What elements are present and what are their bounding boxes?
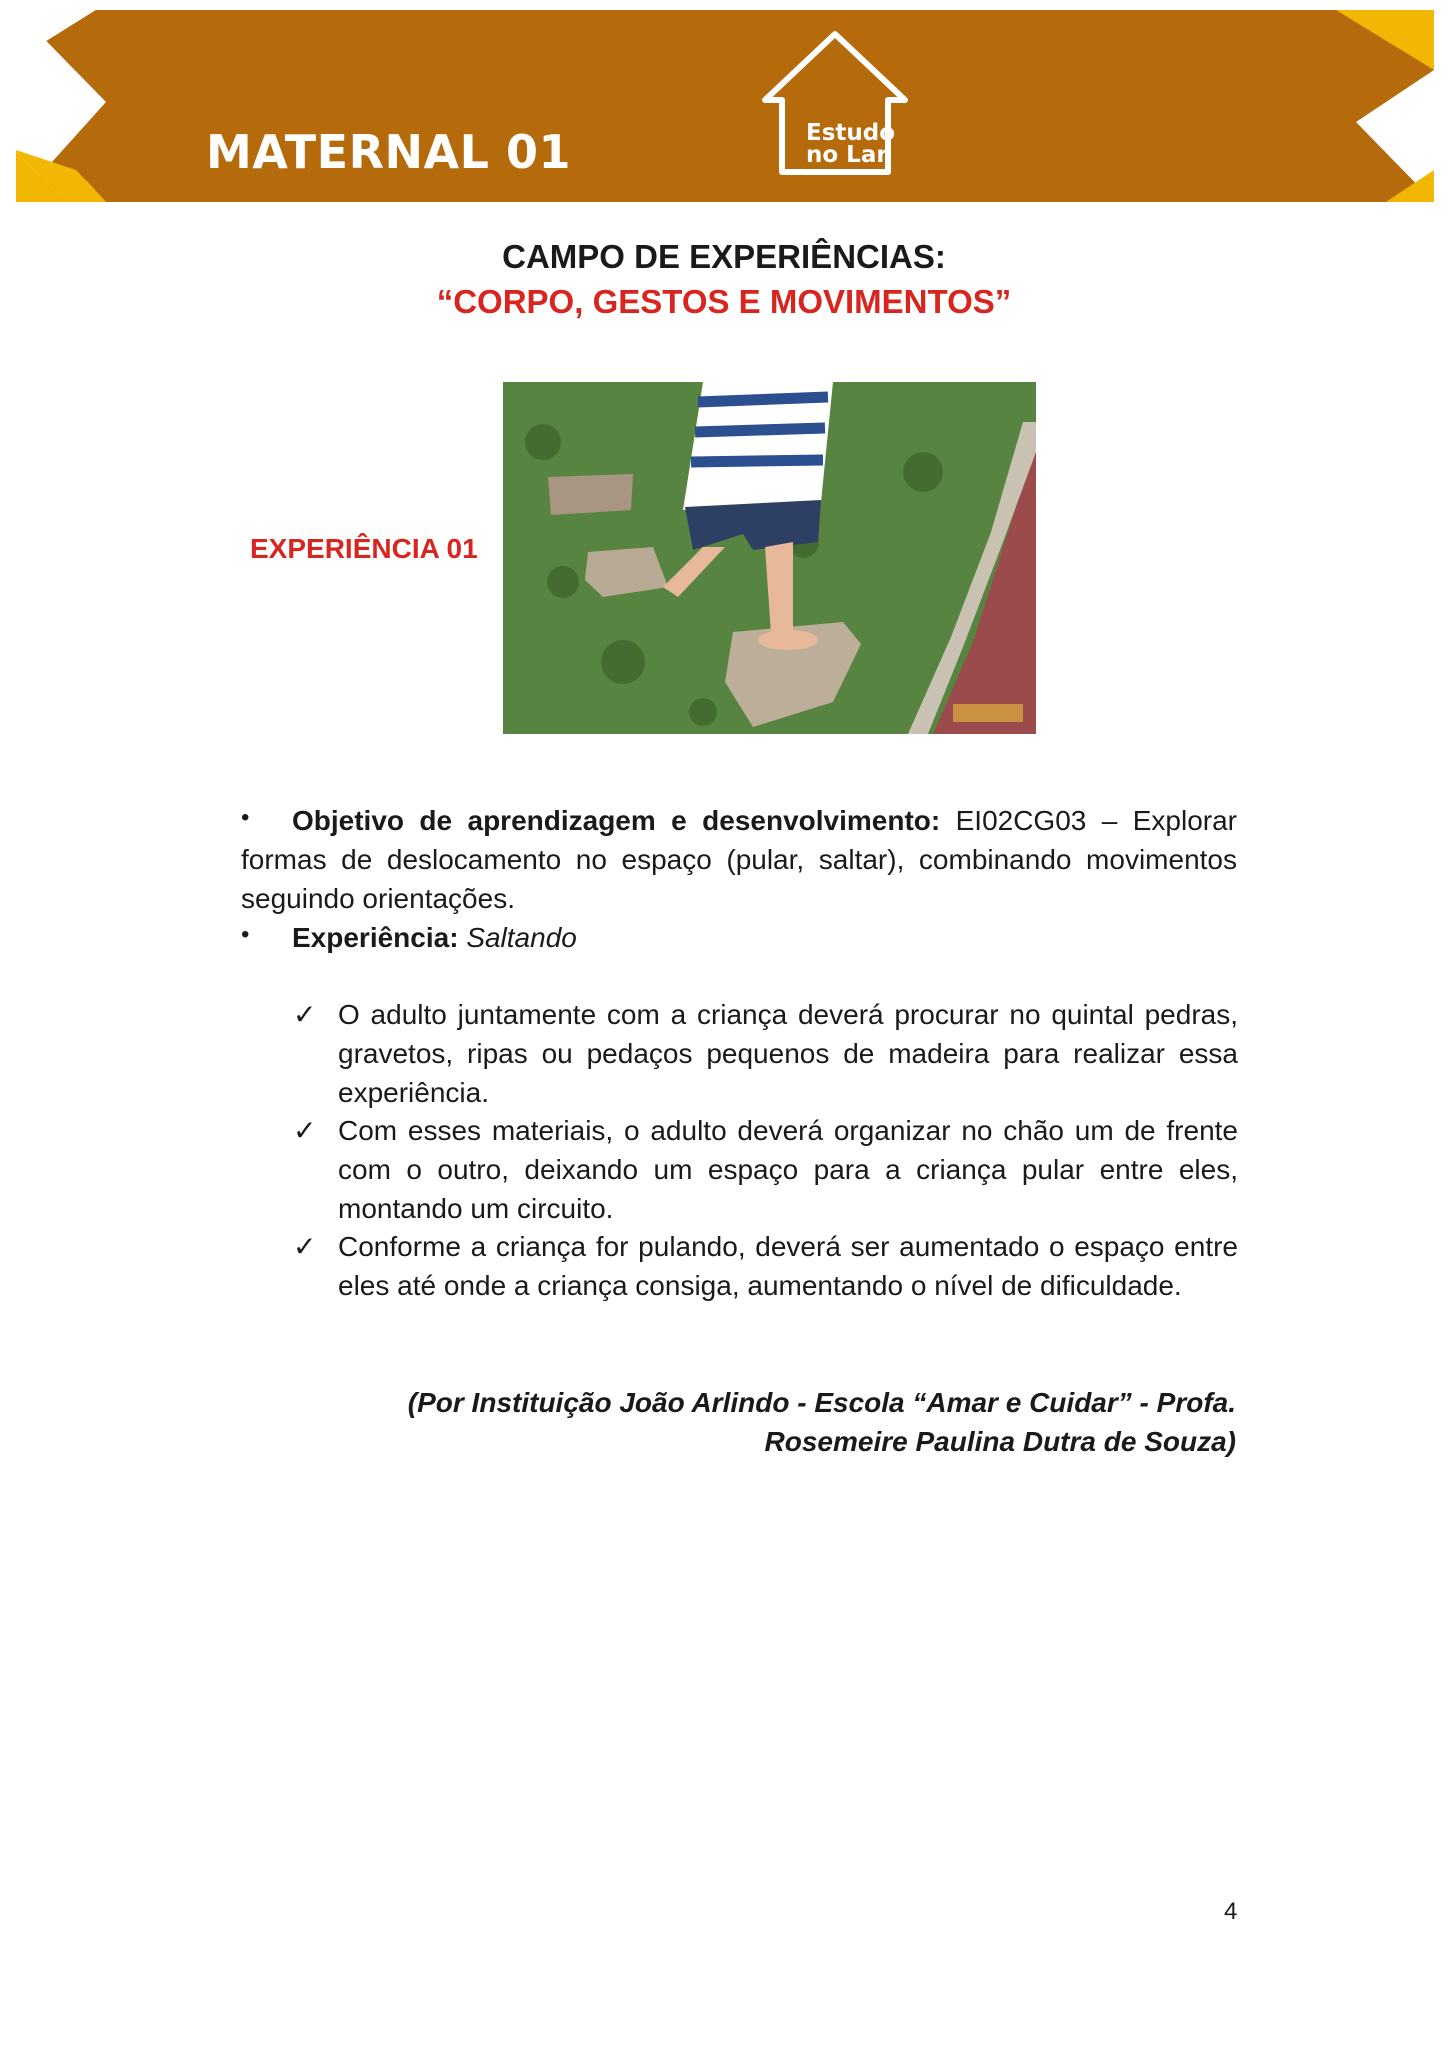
credit-line2: Rosemeire Paulina Dutra de Souza) — [764, 1426, 1236, 1457]
step-item: O adulto juntamente com a criança deverá procurar no quintal pedras, gravetos, ripas ou pedaços pequenos de madeira para realizar essa experiência. — [338, 999, 1238, 1108]
experience-paragraph — [292, 918, 1237, 957]
objective-label: Objetivo de aprendizagem e desenvolvimento: — [292, 805, 941, 836]
page-subtitle: “CORPO, GESTOS E MOVIMENTOS” — [436, 283, 1012, 320]
objective-paragraph — [241, 801, 1237, 918]
check-icon: ✓ — [293, 1115, 317, 1146]
step-item: Com esses materiais, o adulto deverá organizar no chão um de frente com o outro, deixando um espaço para a criança pular entre eles, montando um circuito. — [338, 1115, 1238, 1224]
experience-label: EXPERIÊNCIA 01 — [250, 533, 478, 564]
bullet-marker: • — [241, 804, 250, 831]
child-jumping-stones-photo — [503, 382, 1036, 734]
experience-value: Saltando — [466, 922, 577, 953]
bullet-marker: • — [241, 921, 250, 948]
page-number: 4 — [1224, 1898, 1238, 1925]
logo-text-line1: Estudo — [806, 120, 896, 146]
objective-text: EI02CG03 – Explorar formas de deslocamento no espaço (pular, saltar), combinando movimentos seguindo orientações. — [241, 805, 1237, 914]
credit-line1: (Por Instituição João Arlindo - Escola “Amar e Cuidar” - Profa. — [407, 1387, 1236, 1418]
experience-field-label: Experiência: — [292, 922, 459, 953]
banner-title: MATERNAL 01 — [206, 125, 571, 179]
credit-attribution — [336, 1383, 1236, 1461]
step-item: Conforme a criança for pulando, deverá ser aumentado o espaço entre eles até onde a criança consiga, aumentando o nível de dificuldade. — [338, 1231, 1238, 1301]
check-icon: ✓ — [293, 1231, 317, 1262]
header-banner — [16, 10, 1434, 202]
check-icon: ✓ — [293, 999, 317, 1030]
logo-text-line2: no Lar — [806, 142, 888, 168]
page-title: CAMPO DE EXPERIÊNCIAS: — [502, 238, 946, 275]
